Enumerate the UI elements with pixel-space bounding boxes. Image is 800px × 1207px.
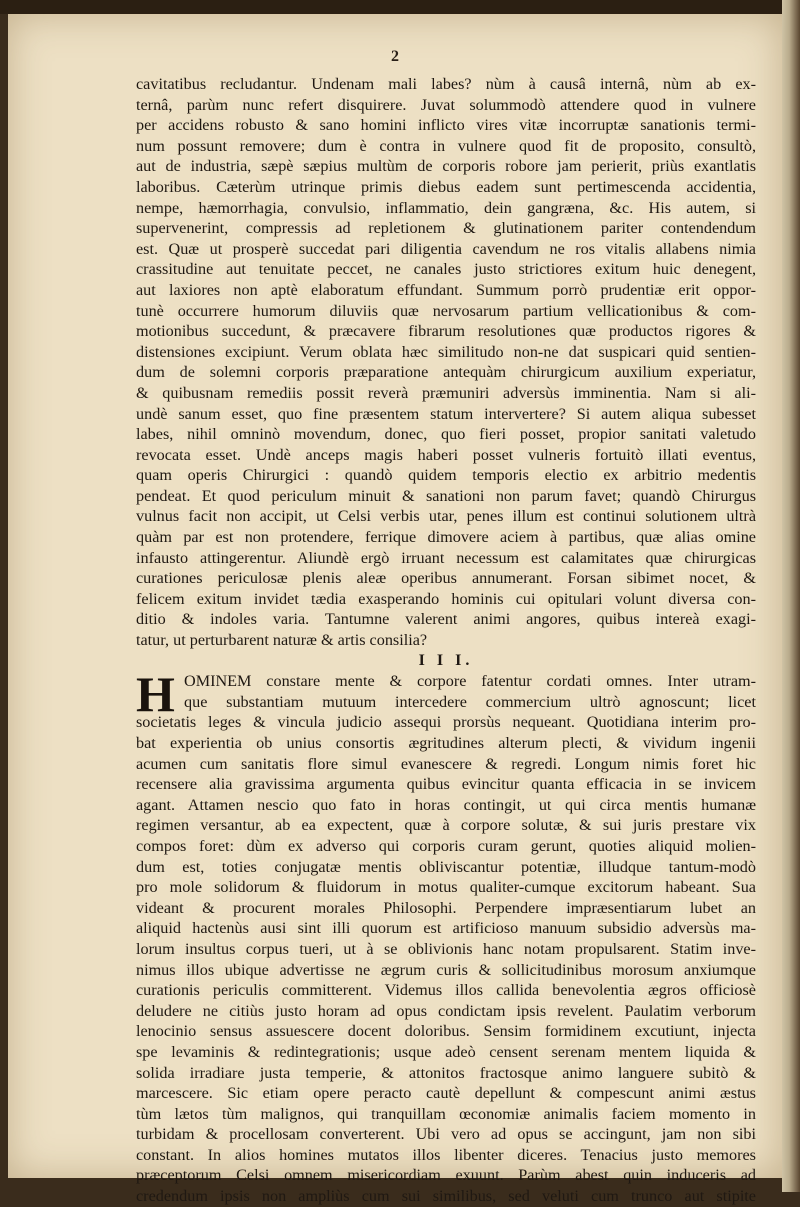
text-line: spe levaminis & redintegrationis; usque adeò censent serenam mentem liquida & bbox=[136, 1042, 756, 1061]
text-line: dum est, toties conjugatæ mentis obliviscantur potentiæ, illudque tantum-modò bbox=[136, 857, 756, 876]
text-line: solida irradiare justa temperie, & attonitos fractosque animo languere subitò & bbox=[136, 1063, 756, 1082]
text-line: marcescere. Sic etiam opere peracto cautè depellunt & compescunt animi æstus bbox=[136, 1084, 756, 1103]
text-line: cavitatibus recludantur. Undenam mali labes? nùm à causâ internâ, nùm ab ex- bbox=[136, 75, 756, 93]
text-line: præceptorum Celsi omnem misericordiam exuunt. Parùm abest quin induceris ad bbox=[136, 1166, 756, 1185]
text-line: distensiones excipiunt. Verum oblata hæc similitudo non-ne dat suspicari quid sentien- bbox=[136, 342, 756, 361]
text-line: turbidam & procellosam converterent. Ubi vero ad opus se accingunt, jam non sibi bbox=[136, 1125, 756, 1144]
paragraph-2-body bbox=[136, 712, 756, 1206]
text-line: aliquid hactenùs ausi sint illi quorum est artificioso manuum subsidio adversùs ma- bbox=[136, 919, 756, 938]
text-line: quam operis Chirurgici : quandò quidem temporis electio ex arbitrio medentis bbox=[136, 466, 756, 485]
drop-cap: H bbox=[136, 666, 175, 723]
text-line: supervenerint, compressis ad repletionem & glutinationem pariter contendendum bbox=[136, 219, 756, 238]
text-line: crassitudine aut tenuitate peccet, ne canales justo strictiores exitum huic denegent, bbox=[136, 260, 756, 279]
paragraph-1 bbox=[136, 74, 756, 651]
text-line: curationes periculosæ plenis aleæ operibus annumerant. Forsan sibimet nocet, & bbox=[136, 569, 756, 588]
book-page bbox=[8, 14, 782, 1206]
text-line: lorum insultus corpus tueri, ut à se oblivionis hanc notam propulsarent. Statim inve- bbox=[136, 939, 756, 958]
text-line: regimen versantur, ab ea expectent, quæ à corpore solutæ, & sui juris prestare vix bbox=[136, 816, 756, 835]
text-line: pro mole solidorum & fluidorum in motus qualiter-cumque excitorum habeant. Sua bbox=[136, 878, 756, 897]
text-line: aut laxiores non aptè elaboratum effundant. Summum porrò prudentiæ erit oppor- bbox=[136, 280, 756, 299]
text-line: ternâ, parùm nunc refert disquirere. Juvat solummodò attendere quod in vulnere bbox=[136, 95, 756, 114]
text-line: deludere ne citiùs justo horam ad opus condictam ipsis revelent. Paulatim verborum bbox=[136, 1001, 756, 1020]
section-heading: I I I. bbox=[418, 651, 474, 669]
text-line: labes, nihil omninò movendum, donec, quo fieri posset, propior sanitati valetudo bbox=[136, 425, 756, 444]
text-line: dum de solemni corporis præparatione antequàm chirurgicum auxilium experiatur, bbox=[136, 363, 756, 382]
page-number: 2 bbox=[391, 48, 399, 65]
text-line: ditio & indoles varia. Tantumne valerent animi angores, quibus intereà exagi- bbox=[136, 610, 756, 629]
text-line: compos foret: dùm ex adverso qui corporis curam gerunt, quoties aliquid molien- bbox=[136, 836, 756, 855]
text-line: undè sanum esset, quo fine præsentem statum intervertere? Si autem aliqua subesset bbox=[136, 404, 756, 423]
text-line: videant & procurent morales Philosophi. Perpendere impræsentiarum lubet an bbox=[136, 898, 756, 917]
paragraph-2 bbox=[136, 666, 756, 1206]
text-line: revocata esset. Undè anceps magis haberi posset vulneris fortuitò illati eventus, bbox=[136, 445, 756, 464]
paragraph-2-opening bbox=[136, 671, 756, 712]
text-line: pendeat. Et quod periculum minuit & sanationi non parum favet; quandò Chirurgus bbox=[136, 486, 756, 505]
text-line: tunè occurrere humorum diluviis quæ nervosarum partium vellicationibus & com- bbox=[136, 301, 756, 320]
text-line: curationis periculis committerent. Videmus illos callida benevolentia ægros officiosè bbox=[136, 981, 756, 1000]
text-line: OMINEM constare mente & corpore fatentur cordati omnes. Inter utram- bbox=[184, 672, 756, 691]
text-line: societatis leges & vincula judicio assequi prorsùs nequeant. Quotidiana interim pro- bbox=[136, 713, 756, 732]
text-line: aut de industria, sæpè sæpius multùm de corporis robore jam perierit, priùs exantlatis bbox=[136, 157, 756, 176]
text-line: laboribus. Cæterùm utrinque primis diebus eadem sunt pertimescenda accidentia, bbox=[136, 177, 756, 196]
text-line: felicem exitum invidet tædia exasperando hominis cui opitulari volunt diversa con- bbox=[136, 589, 756, 608]
text-line: agant. Attamen nescio quo fato in horas contingit, ut qui circa mentis humanæ bbox=[136, 795, 756, 814]
text-line: que substantiam mutuum intercedere commercium ultrò agnoscunt; licet bbox=[184, 692, 756, 711]
text-line: recensere alia gravissima argumenta quibus evincitur quanta efficacia in se invicem bbox=[136, 775, 756, 794]
page-body bbox=[136, 74, 756, 1207]
text-line: bat experientia ob unius consortis ægritudines alterum plecti, & vividum ingenii bbox=[136, 734, 756, 752]
text-line: num possunt removere; dum è contra in vulnere quod fit de proposito, consultò, bbox=[136, 136, 756, 155]
text-line: est. Quæ ut prosperè succedat pari diligentia cavendum ne ros vitalis allabens nimia bbox=[136, 239, 756, 258]
text-line: nimus illos ubique advertisse ne ægrum curis & sollicitudinibus morosum anxiumque bbox=[136, 960, 756, 979]
book-spine-shadow bbox=[0, 0, 800, 14]
text-line: vulnus facit non accipit, ut Celsi verbis utar, penes illum est continui solutionem ultrà bbox=[136, 507, 756, 526]
text-line: credendum ipsis non ampliùs cum sui similibus, sed veluti cum trunco aut stipite bbox=[136, 1187, 756, 1206]
text-line: constant. In alios homines mutatos illos libenter diceres. Tenacius justo memores bbox=[136, 1145, 756, 1164]
text-line: lenocinio sensus assuescere docent doloribus. Sensim formidinem excutiunt, injecta bbox=[136, 1022, 756, 1041]
page-edge bbox=[782, 0, 800, 1192]
text-line: & quibusnam remediis possit reverà præmuniri adversùs imminentia. Nam si ali- bbox=[136, 383, 756, 402]
text-line: tatur, ut perturbarent naturæ & artis consilia? bbox=[136, 631, 428, 650]
text-line: quàm par est non protendere, ferrique dimovere aciem à partibus, quæ alias omine bbox=[136, 528, 756, 547]
text-line: motionibus succedunt, & præcavere fibrarum resolutiones quæ productos rigores & bbox=[136, 322, 756, 341]
text-line: nempe, hæmorrhagia, convulsio, inflammatio, dein gangræna, &c. His autem, si bbox=[136, 198, 756, 217]
text-line: tùm lætos tùm malignos, qui tranquillam œconomiæ animalis faciem momento in bbox=[136, 1104, 756, 1123]
text-line: per accidens robusto & sano homini inflicto vires vitæ incorruptæ sanationis termi- bbox=[136, 116, 756, 135]
text-line: infausto attingerentur. Aliundè ergò irruant necessum est calamitates quæ chirurgicas bbox=[136, 548, 756, 567]
text-line: acumen cum sanitatis flore simul evanescere & regredi. Longum nimis foret hic bbox=[136, 754, 756, 773]
